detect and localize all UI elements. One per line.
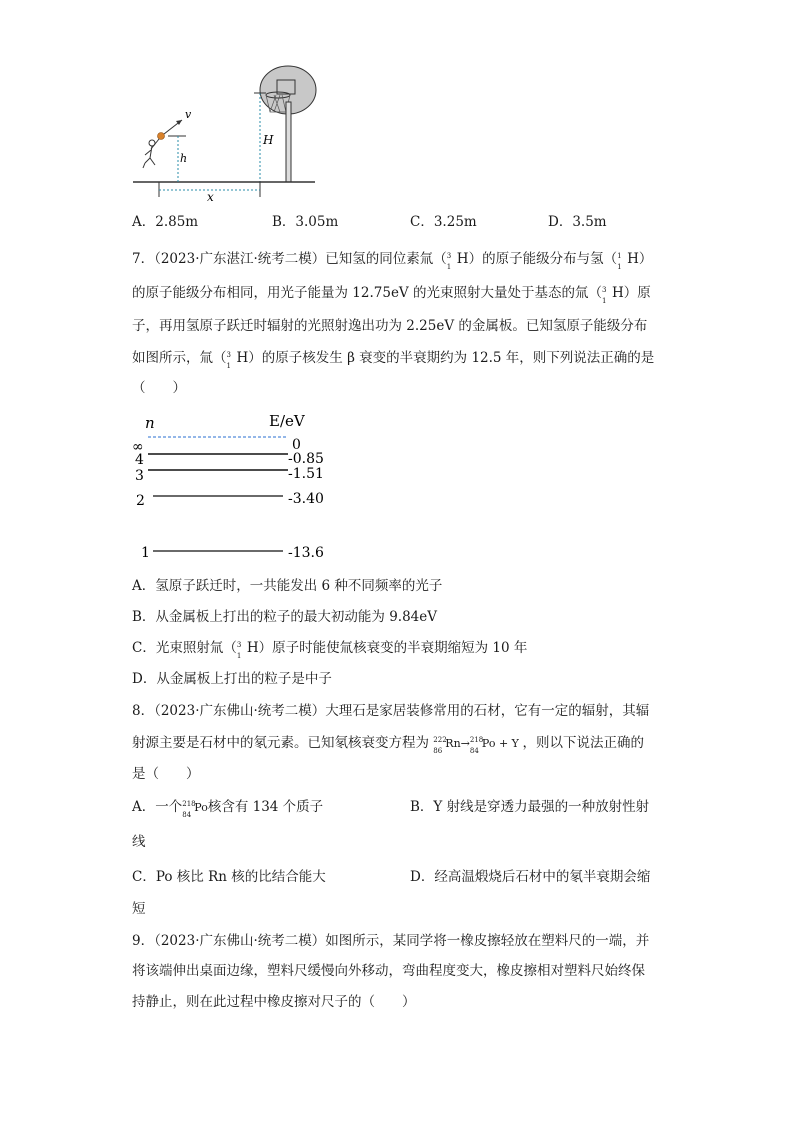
- basketball-figure: [130, 62, 325, 207]
- q9-line-1: 9．（2023·广东佛山·统考二模）如图所示，某同学将一橡皮擦轻放在塑料尺的一端，并: [132, 933, 650, 949]
- q8-line-1: 8．（2023·广东佛山·统考二模）大理石是家居装修常用的石材，它有一定的辐射，其辐: [132, 703, 650, 719]
- q6-option-a[interactable]: A．2.85m: [132, 214, 199, 230]
- q7-line-1: 7．（2023·广东湛江·统考二模）已知氢的同位素氚（ 3 1 H）的原子能级分布与氢（ 1 1 H）: [132, 251, 653, 271]
- label-x: x: [207, 190, 214, 204]
- q7-answer-paren: （ ）: [132, 380, 186, 396]
- q9-source: （2023·广东佛山·统考二模）: [154, 933, 326, 949]
- decay-equation: 222 86 Rn→ 218 84 Po + Y: [433, 736, 519, 755]
- label-v: v: [185, 108, 192, 121]
- level-n-3: 3: [135, 468, 144, 484]
- q7-line-3: 子，再用氢原子跃迁时辐射的光照射逸出功为 2.25eV 的金属板。已知氢原子能级分布: [132, 318, 648, 334]
- q8-option-b[interactable]: B．Y 射线是穿透力最强的一种放射性射: [410, 799, 650, 815]
- isotope-tritium: 3 1: [446, 252, 452, 271]
- q8-number: 8．: [132, 703, 155, 719]
- label-h: h: [180, 152, 188, 165]
- level-n-inf: ∞: [132, 439, 144, 455]
- q7-number: 7．: [132, 251, 155, 267]
- q8-option-d[interactable]: D．经高温煅烧后石材中的氡半衰期会缩: [410, 869, 651, 885]
- q6-option-c[interactable]: C．3.25m: [410, 214, 477, 230]
- ball: [158, 133, 165, 140]
- level-n-1: 1: [141, 545, 150, 561]
- player: [143, 139, 159, 168]
- q7-option-a[interactable]: A．氢原子跃迁时，一共能发出 6 种不同频率的光子: [132, 578, 443, 594]
- q7-line-4: 如图所示，氚（ 3 1 H）的原子核发生 β 衰变的半衰期约为 12.5 年，则下列说法正确的是: [132, 350, 655, 370]
- q8-option-c[interactable]: C．Po 核比 Rn 核的比结合能大: [132, 869, 326, 885]
- q7-line-2: 的原子能级分布相同，用光子能量为 12.75eV 的光束照射大量处于基态的氚（ 3 1 H）原: [132, 285, 651, 305]
- isotope-hydrogen: 1 1: [617, 252, 622, 271]
- label-H: H: [263, 133, 274, 147]
- q7-option-d[interactable]: D．从金属板上打出的粒子是中子: [132, 671, 332, 687]
- q7-option-b[interactable]: B．从金属板上打出的粒子的最大初动能为 9.84eV: [132, 609, 438, 625]
- q9-number: 9．: [132, 933, 155, 949]
- level-n-2: 2: [136, 493, 145, 509]
- level-n-4: 4: [135, 452, 144, 468]
- level-e-inf: 0: [292, 437, 301, 453]
- q9-line-2: 将该端伸出桌面边缘，塑料尺缓慢向外移动，弯曲程度变大，橡皮擦相对塑料尺始终保: [132, 963, 645, 979]
- q8-line-2: 射源主要是石材中的氡元素。已知氡核衰变方程为 222 86 Rn→ 218 84 Po + Y ，则以下说法正确的: [132, 735, 644, 755]
- q6-option-b[interactable]: B．3.05m: [272, 214, 339, 230]
- q9-line-3: 持静止，则在此过程中橡皮擦对尺子的（ ）: [132, 994, 416, 1010]
- q7-source: （2023·广东湛江·统考二模）: [154, 251, 326, 267]
- q7-option-c[interactable]: C．光束照射氚（ 3 1 H）原子时能使氚核衰变的半衰期缩短为 10 年: [132, 640, 528, 660]
- q8-option-b-cont: 线: [132, 834, 146, 850]
- pole: [286, 102, 291, 182]
- q8-option-a[interactable]: A．一个 218 84 Po核含有 134 个质子: [132, 799, 324, 819]
- level-e-3: -1.51: [288, 466, 324, 482]
- q8-option-d-cont: 短: [132, 901, 146, 917]
- level-e-1: -13.6: [288, 545, 324, 561]
- q8-line-3: 是（ ）: [132, 766, 200, 782]
- level-e-4: -0.85: [288, 451, 324, 467]
- energy-level-diagram: [128, 408, 348, 568]
- q8-source: （2023·广东佛山·统考二模）: [154, 703, 326, 719]
- level-e-2: -3.40: [288, 491, 324, 507]
- axis-label-energy: E/eV: [269, 412, 305, 430]
- axis-label-n: n: [145, 414, 155, 432]
- q6-option-d[interactable]: D．3.5m: [548, 214, 607, 230]
